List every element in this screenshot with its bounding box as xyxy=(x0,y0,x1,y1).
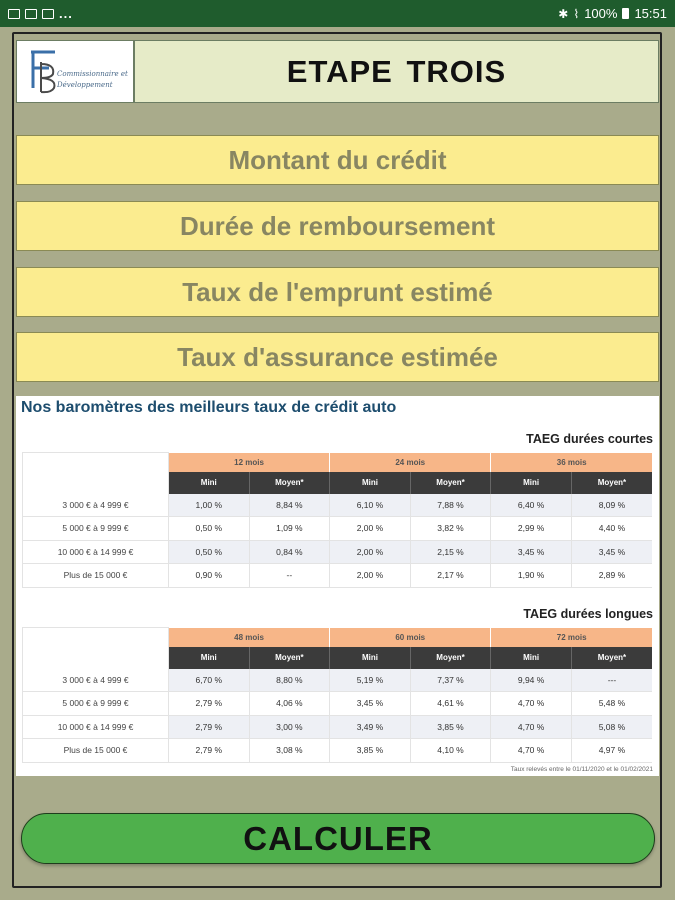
rate-cell: 5,19 % xyxy=(330,669,411,692)
mini-header: Mini xyxy=(169,472,250,494)
image-notification-icon xyxy=(8,9,20,19)
row-label: 10 000 € à 14 999 € xyxy=(23,540,169,564)
moyen-header: Moyen* xyxy=(571,647,652,669)
long-durations-table xyxy=(22,627,652,763)
duree-remboursement-input[interactable]: Durée de remboursement xyxy=(16,201,659,251)
rate-cell: 3,85 % xyxy=(410,715,491,739)
montant-credit-input[interactable]: Montant du crédit xyxy=(16,135,659,185)
taux-assurance-input[interactable]: Taux d'assurance estimée xyxy=(16,332,659,382)
row-label: 10 000 € à 14 999 € xyxy=(23,715,169,739)
rate-cell: 9,94 % xyxy=(491,669,572,692)
rate-cell: 2,00 % xyxy=(330,540,411,564)
logo-caption: Commissionnaire et Développement xyxy=(57,70,128,89)
rate-cell: 4,40 % xyxy=(571,517,652,541)
rate-cell: 2,99 % xyxy=(491,517,572,541)
rate-cell: 0,50 % xyxy=(169,540,250,564)
taux-emprunt-input[interactable]: Taux de l'emprunt estimé xyxy=(16,267,659,317)
logo-mark-icon xyxy=(25,48,61,96)
table-corner xyxy=(23,628,169,669)
gallery-notification-icon xyxy=(42,9,54,19)
rate-cell: 3,49 % xyxy=(330,715,411,739)
rate-cell: 7,37 % xyxy=(410,669,491,692)
rate-cell: 4,61 % xyxy=(410,692,491,716)
rates-barometer-image xyxy=(16,396,659,776)
short-durations-caption: TAEG durées courtes xyxy=(526,432,653,446)
period-header: 24 mois xyxy=(330,453,491,472)
rate-cell: 1,09 % xyxy=(249,517,330,541)
period-header: 48 mois xyxy=(169,628,330,647)
table-row xyxy=(23,692,653,716)
battery-icon xyxy=(622,8,629,19)
rate-cell: 4,70 % xyxy=(491,739,572,763)
rate-cell: 5,08 % xyxy=(571,715,652,739)
period-header: 36 mois xyxy=(491,453,652,472)
rate-cell: 2,17 % xyxy=(410,564,491,588)
row-label: Plus de 15 000 € xyxy=(23,564,169,588)
rate-cell: --- xyxy=(571,669,652,692)
status-system xyxy=(558,6,667,21)
rate-cell: 2,00 % xyxy=(330,517,411,541)
rate-cell: 2,79 % xyxy=(169,739,250,763)
rate-cell: 4,10 % xyxy=(410,739,491,763)
moyen-header: Moyen* xyxy=(571,472,652,494)
rate-cell: 4,06 % xyxy=(249,692,330,716)
row-label: 5 000 € à 9 999 € xyxy=(23,517,169,541)
row-label: 3 000 € à 4 999 € xyxy=(23,494,169,517)
rate-cell: 8,80 % xyxy=(249,669,330,692)
mail-notification-icon xyxy=(25,9,37,19)
moyen-header: Moyen* xyxy=(410,647,491,669)
rate-cell: 2,79 % xyxy=(169,715,250,739)
rate-cell: 4,70 % xyxy=(491,715,572,739)
rate-cell: 0,50 % xyxy=(169,517,250,541)
rate-cell: 1,00 % xyxy=(169,494,250,517)
page-title: ETAPE TROIS xyxy=(134,40,659,103)
rates-footnote: Taux relevés entre le 01/11/2020 et le 01/02/2021 xyxy=(510,766,653,773)
table-row xyxy=(23,494,653,517)
vibrate-icon: ⌇ xyxy=(573,6,580,21)
more-notifications: ... xyxy=(59,6,73,21)
rate-cell: 4,70 % xyxy=(491,692,572,716)
moyen-header: Moyen* xyxy=(410,472,491,494)
rate-cell: 0,90 % xyxy=(169,564,250,588)
bluetooth-icon: ✱ xyxy=(558,6,569,21)
app-logo xyxy=(16,40,134,103)
rate-cell: 6,70 % xyxy=(169,669,250,692)
period-header: 72 mois xyxy=(491,628,652,647)
rate-cell: 7,88 % xyxy=(410,494,491,517)
rate-cell: 6,40 % xyxy=(491,494,572,517)
rate-cell: 2,89 % xyxy=(571,564,652,588)
battery-percent: 100% xyxy=(584,6,618,21)
mini-header: Mini xyxy=(491,472,572,494)
rate-cell: 3,82 % xyxy=(410,517,491,541)
rate-cell: 2,15 % xyxy=(410,540,491,564)
moyen-header: Moyen* xyxy=(249,472,330,494)
rate-cell: 6,10 % xyxy=(330,494,411,517)
table-row xyxy=(23,517,653,541)
table-row xyxy=(23,669,653,692)
rate-cell: 5,48 % xyxy=(571,692,652,716)
table-row xyxy=(23,715,653,739)
rate-cell: 1,90 % xyxy=(491,564,572,588)
table-row xyxy=(23,739,653,763)
row-label: 5 000 € à 9 999 € xyxy=(23,692,169,716)
table-row xyxy=(23,564,653,588)
moyen-header: Moyen* xyxy=(249,647,330,669)
rate-cell: 3,85 % xyxy=(330,739,411,763)
rate-cell: 0,84 % xyxy=(249,540,330,564)
clock: 15:51 xyxy=(634,6,667,21)
rate-cell: 4,97 % xyxy=(571,739,652,763)
mini-header: Mini xyxy=(330,647,411,669)
rate-cell: 8,84 % xyxy=(249,494,330,517)
rate-cell: -- xyxy=(249,564,330,588)
rate-cell: 2,79 % xyxy=(169,692,250,716)
status-bar xyxy=(0,0,675,27)
row-label: 3 000 € à 4 999 € xyxy=(23,669,169,692)
period-header: 60 mois xyxy=(330,628,491,647)
rate-cell: 3,45 % xyxy=(491,540,572,564)
mini-header: Mini xyxy=(330,472,411,494)
short-durations-table xyxy=(22,452,652,588)
rate-cell: 2,00 % xyxy=(330,564,411,588)
status-notifications xyxy=(8,6,73,21)
mini-header: Mini xyxy=(491,647,572,669)
table-row xyxy=(23,540,653,564)
rate-cell: 3,45 % xyxy=(571,540,652,564)
calculate-button[interactable]: CALCULER xyxy=(21,813,655,864)
period-header: 12 mois xyxy=(169,453,330,472)
rate-cell: 8,09 % xyxy=(571,494,652,517)
barometer-heading: Nos baromètres des meilleurs taux de crédit auto xyxy=(21,399,397,416)
rate-cell: 3,45 % xyxy=(330,692,411,716)
row-label: Plus de 15 000 € xyxy=(23,739,169,763)
mini-header: Mini xyxy=(169,647,250,669)
rate-cell: 3,08 % xyxy=(249,739,330,763)
header xyxy=(16,40,659,103)
long-durations-caption: TAEG durées longues xyxy=(523,607,653,621)
rate-cell: 3,00 % xyxy=(249,715,330,739)
table-corner xyxy=(23,453,169,494)
